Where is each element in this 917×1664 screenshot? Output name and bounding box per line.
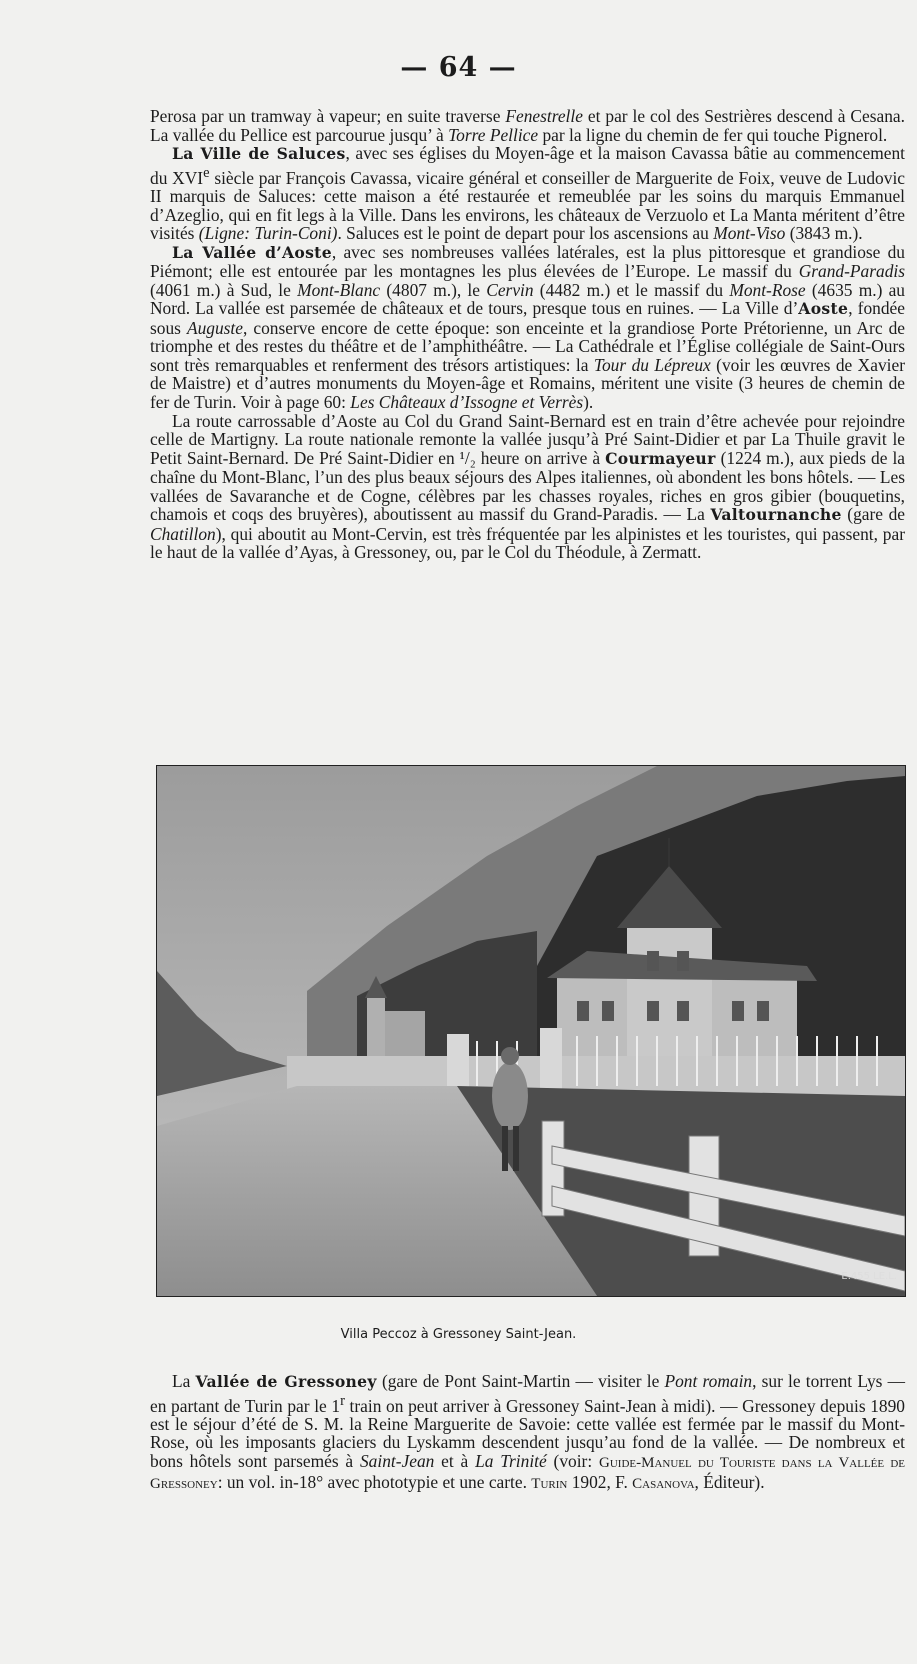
text-run: 1902, F.	[567, 1471, 633, 1492]
top-text-block	[150, 107, 905, 562]
heading-run: La Vallée d’Aoste	[172, 242, 332, 262]
text-run: (4807 m.), le	[380, 279, 487, 300]
heading-run: Valtournanche	[710, 505, 842, 525]
small-caps-run: Casanova	[632, 1475, 695, 1492]
photo-caption: Villa Peccoz à Gressoney Saint-Jean.	[340, 1327, 577, 1342]
text-run: , conserve encore de cette époque: son enceinte et la grandiose Porte Prétorienne, un Arc de triomphe et des restes du théâtre et de l’amphithéâtre. — La Cathédrale et l’Église collégiale de Saint-Ours sont très remarquables et renferment des trésors artistiques: la	[150, 317, 905, 375]
text-run: , fondée sous	[150, 298, 905, 338]
figure-head	[501, 1047, 519, 1065]
bottom-text-block	[150, 1372, 905, 1493]
italic-run: Grand-Paradis	[798, 261, 905, 282]
text-run: (voir:	[546, 1450, 600, 1471]
figure-leg	[513, 1126, 519, 1171]
heading-run: Courmayeur	[605, 448, 716, 468]
text-run: (4482 m.) et le massif du	[533, 279, 730, 300]
italic-run: Auguste	[186, 317, 243, 338]
page-number: — 64 —	[400, 52, 517, 83]
heading-run: Aoste	[798, 299, 849, 319]
superscript: r	[340, 1392, 345, 1409]
text-run: ).	[583, 392, 594, 412]
paragraph-aoste	[150, 243, 905, 412]
heading-run: La Ville de Saluces	[172, 144, 346, 164]
text-run: heure on arrive à	[475, 447, 606, 468]
text-run: (gare de	[841, 504, 906, 525]
text-run: par la ligne du chemin de fer qui touche Pignerol.	[538, 124, 888, 145]
text-run: , Éditeur).	[694, 1471, 765, 1492]
text-run: , avec ses églises du Moyen-âge et la maison Cavassa bâtie au commencement du XVI	[150, 143, 906, 188]
italic-run: (Ligne: Turin-Coni)	[198, 223, 338, 244]
paragraph-gressoney	[150, 1372, 905, 1493]
italic-run: Fenestrelle	[505, 106, 583, 126]
text-run: La route carrossable d’Aoste au Col du Grand Saint-Bernard est en train d’être achevée pour rejoindre celle de Martigny. La route nationale remonte la vallée jusqu’à Pré Saint-Didier et par La Thuile gravit le Petit Saint-Bernard. De Pré Saint-Didier en	[150, 410, 905, 468]
text-run: (3843 m.).	[785, 223, 863, 244]
text-run: et à	[434, 1450, 476, 1471]
villa-photograph	[156, 765, 906, 1297]
italic-run: Torre Pellice	[448, 124, 539, 145]
text-run: et par le col des Sestrières descend à Cesana. La vallée du Pellice est parcourue jusqu’ à	[150, 106, 905, 145]
text-run: (4061 m.) à Sud, le	[150, 279, 298, 300]
italic-run: Les Châteaux d’Issogne et Verrès	[350, 392, 584, 412]
paragraph-perosa	[150, 107, 905, 144]
text-run: Perosa par un tramway à vapeur; en suite traverse	[150, 106, 506, 126]
text-run: La	[172, 1371, 196, 1391]
text-run: (voir les œuvres de Xavier de Maistre) et d’autres monuments du Moyen-âge et Romains, méritent une visite (3 heures de chemin de fer de Turin. Voir à page 60:	[150, 354, 905, 412]
paragraph-saluces	[150, 144, 905, 243]
text-run: , sur le torrent Lys — en partant de Turin par le 1	[150, 1371, 906, 1416]
superscript: e	[203, 164, 210, 181]
standing-figure	[492, 1062, 528, 1130]
text-run: (1224 m.), aux pieds de la chaîne du Mont-Blanc, l’un des plus beaux séjours des Alpes italiennes, où abondent les bons hôtels. — Les vallées de Savaranche et de Cogne, célèbres par les chasses royales, riches en gros gibier (bouquetins, chamois et coqs des bruyères), aboutissent au massif du Grand-Paradis. — La	[150, 447, 905, 525]
paragraph-route	[150, 412, 905, 562]
figure-leg	[502, 1126, 508, 1171]
text-run: siècle par François Cavassa, vicaire général et conseiller de Marguerite de Foix, veuve de Ludovic II marquis de Saluces: cette maison a été restaurée et remeublée par les soins du marquis Emmanuel d’Azeglio, qui en fit legs à la Ville. Dans les environs, les châteaux de Verzuolo et La Manta méritent d’être visités	[150, 167, 905, 244]
church-tower	[367, 998, 385, 1058]
text-run: : un vol. in-18° avec phototypie et une carte.	[217, 1471, 532, 1492]
italic-run: Saint-Jean	[359, 1450, 435, 1471]
italic-run: La Trinité	[475, 1450, 547, 1471]
italic-run: Chatillon	[150, 523, 216, 544]
engraver-mark: E.455 LE.L.	[841, 1271, 897, 1282]
italic-run: Mont-Viso	[713, 223, 786, 244]
church-nave	[385, 1011, 425, 1056]
text-run: (gare de Pont Saint-Martin — visiter le	[376, 1371, 665, 1391]
photo-illustration	[157, 766, 905, 1296]
italic-run: Mont-Blanc	[297, 279, 381, 300]
fraction: ¹/₂	[459, 447, 476, 468]
text-run: (4635 m.) au Nord. La vallée est parsemée de châteaux et de tours, presque tous en ruines. — La Ville d’	[150, 279, 906, 319]
small-caps-run: Turin	[531, 1475, 568, 1492]
text-run: ), qui aboutit au Mont-Cervin, est très fréquentée par les alpinistes et les touristes, qui passent, par le haut de la vallée d’Ayas, à Gressoney, ou, par le Col du Théodule, à Zermatt.	[150, 523, 905, 563]
text-run: train on peut arriver à Gressoney Saint-Jean à midi). — Gressoney depuis 1890 est le séjour d’été de S. M. la Reine Marguerite de Savoie: cette vallée est fermée par le massif du Mont-Rose, où les imposants glaciers du Lyskamm descendent jusqu’au fond de la vallée. — De nombreux et bons hôtels sont parsemés à	[150, 1395, 905, 1471]
italic-run: Tour du Lépreux	[593, 354, 711, 375]
heading-run: Vallée de Gressoney	[195, 1372, 377, 1391]
small-caps-run: Guide-Manuel du Touriste dans la Vallée de Gressoney	[150, 1454, 906, 1492]
text-run: , avec ses nombreuses vallées latérales, est la plus pittoresque et grandiose du Piémont; elle est entourée par les montagnes les plus élevées de l’Europe. Le massif du	[150, 241, 905, 282]
italic-run: Mont-Rose	[729, 279, 806, 300]
italic-run: Cervin	[486, 279, 534, 300]
italic-run: Pont romain	[664, 1371, 753, 1391]
text-run: . Saluces est le point de depart pour los ascensions au	[337, 223, 714, 244]
